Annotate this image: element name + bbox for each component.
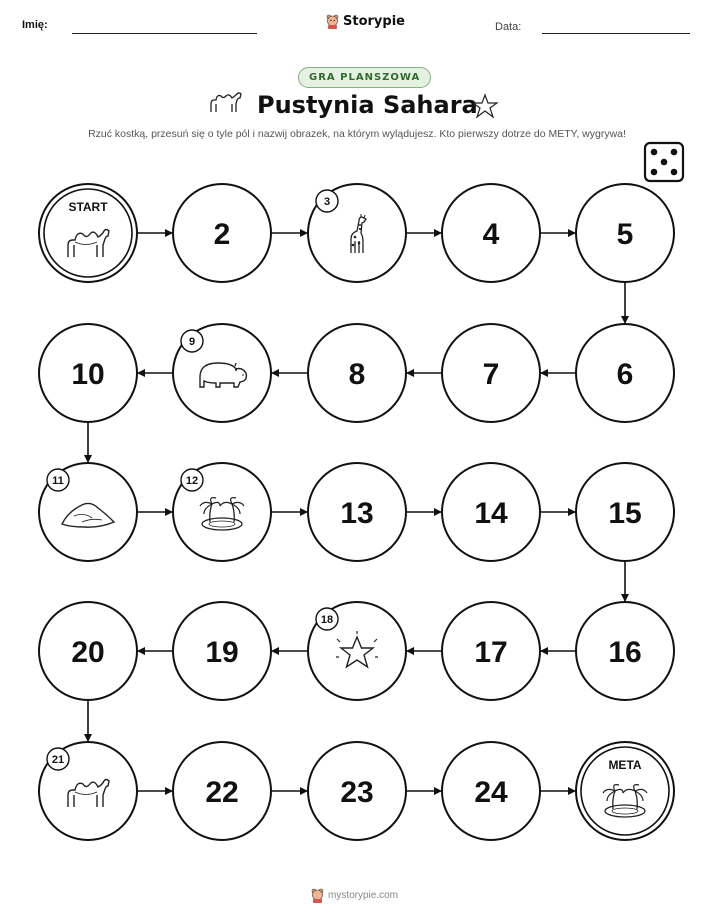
board-cell-1 [39, 184, 137, 282]
game-type-badge: GRA PLANSZOWA [298, 67, 431, 88]
cell-number: 17 [474, 636, 508, 669]
cell-number-small: 12 [185, 475, 199, 487]
cell-number-small: 9 [188, 336, 196, 348]
board-cell-19 [173, 602, 271, 700]
cell-number: 16 [608, 636, 642, 669]
cell-number-small: 21 [51, 754, 65, 766]
cell-number-small: 3 [323, 196, 331, 208]
board-cell-10 [39, 324, 137, 422]
page-title: Pustynia Sahara [257, 91, 478, 119]
cell-number: 4 [482, 218, 500, 251]
board-cell-23 [308, 742, 406, 840]
board-cell-14 [442, 463, 540, 561]
board-cell-6 [576, 324, 674, 422]
start-label: START [68, 200, 108, 214]
cell-number: 6 [616, 358, 634, 391]
board-cell-3 [308, 184, 406, 282]
cell-number-small: 11 [52, 475, 64, 487]
board-cell-2 [173, 184, 271, 282]
cell-number: 10 [71, 358, 105, 391]
board-cell-8 [308, 324, 406, 422]
board-cell-11 [39, 463, 137, 561]
bear-mascot-icon [311, 888, 324, 903]
cell-number: 20 [71, 636, 105, 669]
board-cell-24 [442, 742, 540, 840]
brand-name: Storypie [343, 14, 405, 29]
board-cell-17 [442, 602, 540, 700]
board-cell-21 [39, 742, 137, 840]
cell-number: 14 [474, 497, 508, 530]
cell-number: 15 [608, 497, 642, 530]
name-label: Imię: [22, 19, 48, 31]
board-cell-5 [576, 184, 674, 282]
cell-number: 7 [482, 358, 500, 391]
cell-number: 2 [213, 218, 231, 251]
board-cell-7 [442, 324, 540, 422]
cell-number-small: 18 [320, 614, 334, 626]
cell-number: 5 [616, 218, 634, 251]
instructions: Rzuć kostką, przesuń się o tyle pól i nazwij obrazek, na którym wylądujesz. Kto pierwszy dotrze do METY, wygrywa! [88, 128, 626, 140]
cell-number: 24 [474, 776, 508, 809]
board-cell-25 [576, 742, 674, 840]
board-cell-13 [308, 463, 406, 561]
meta-label: META [608, 758, 642, 772]
board-cell-9 [173, 324, 271, 422]
board-cell-16 [576, 602, 674, 700]
cell-number: 23 [340, 776, 374, 809]
cell-number: 19 [205, 636, 239, 669]
cell-circle [39, 184, 137, 282]
cell-number: 13 [340, 497, 374, 530]
footer [311, 888, 398, 903]
cell-number: 8 [348, 358, 366, 391]
board-cell-20 [39, 602, 137, 700]
cell-number: 22 [205, 776, 239, 809]
board-cell-18 [308, 602, 406, 700]
board-cell-22 [173, 742, 271, 840]
date-label: Data: [495, 21, 522, 33]
footer-url[interactable]: mystorypie.com [328, 890, 399, 901]
board-cell-4 [442, 184, 540, 282]
board-cell-15 [576, 463, 674, 561]
board-cell-12 [173, 463, 271, 561]
